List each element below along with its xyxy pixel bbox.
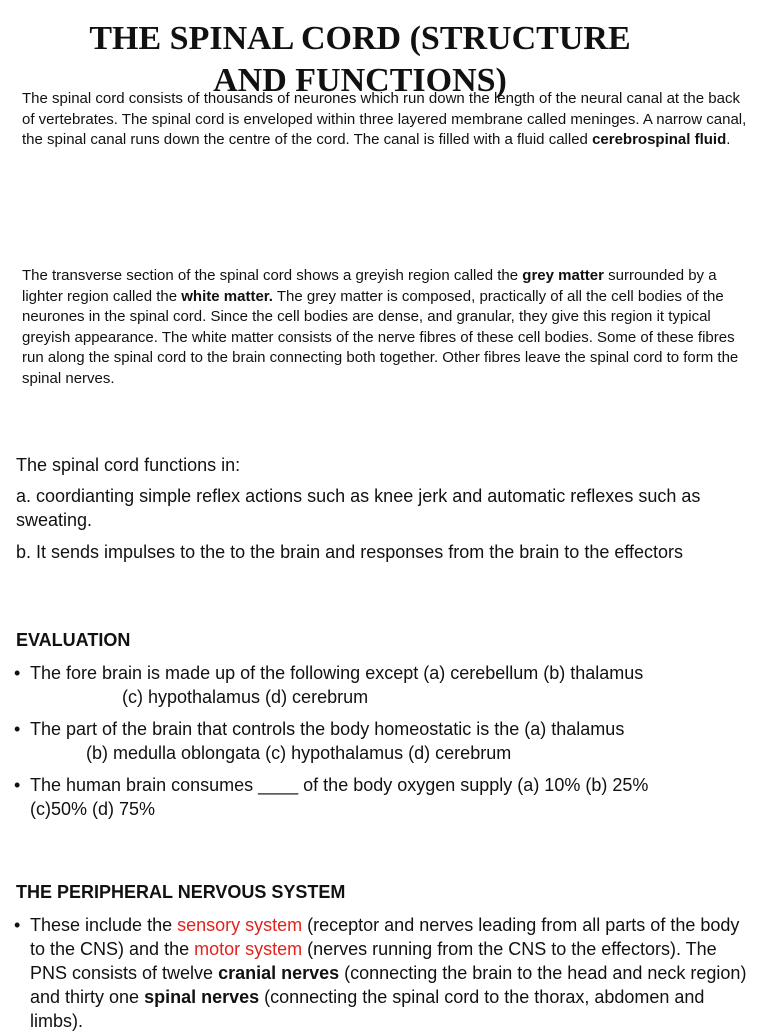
para2-text-2: surrounded by a lighter region called the <box>22 267 717 305</box>
evaluation-question-1 <box>14 661 758 709</box>
bullet-icon: • <box>14 775 21 795</box>
evaluation-question-3 <box>14 773 758 821</box>
transverse-section-paragraph <box>22 266 752 389</box>
grey-matter-term: grey matter <box>522 267 604 284</box>
pns-text-5: (connecting the spinal cord to the thorax, abdomen and limbs). <box>30 987 705 1031</box>
white-matter-term: white matter. <box>181 287 273 305</box>
spinal-cord-intro-paragraph <box>22 89 752 151</box>
para2-text-1: The transverse section of the spinal cord shows a greyish region called the <box>22 267 523 284</box>
bullet-icon: • <box>14 663 21 683</box>
pns-text-3: (nerves running from the CNS to the effectors). The PNS consists of twelve <box>30 939 717 983</box>
pns-text-1: These include the <box>30 915 178 935</box>
evaluation-question-2 <box>14 717 758 765</box>
cerebrospinal-fluid-term: cerebrospinal fluid <box>592 131 727 148</box>
bullet-icon: • <box>14 719 21 739</box>
spinal-nerves-term: spinal nerves <box>144 987 260 1007</box>
sensory-system-term: sensory system <box>177 915 303 935</box>
para1-text: The spinal cord consists of thousands of neurones which run down the length of the neural canal at the back of vertebrates. The spinal cord is enveloped within three layered membrane called meninges. A narrow canal, the spinal canal runs down the centre of the cord. The canal is filled with a fluid called <box>22 90 747 148</box>
pns-text-2: (receptor and nerves leading from all parts of the body to the CNS) and the <box>30 915 740 959</box>
motor-system-term: motor system <box>194 939 303 959</box>
question-3-line-1: The human brain consumes ____ of the body oxygen supply (a) 10% (b) 25% <box>30 775 649 795</box>
cranial-nerves-term: cranial nerves <box>218 963 340 983</box>
page-title-line-1: THE SPINAL CORD (STRUCTURE <box>89 20 631 57</box>
para2-text-3: The grey matter is composed, practically of all the cell bodies of the neurones in the spinal cord. Since the cell bodies are dense, and granular, they give this region it typical greyish appearance. The white matter consists of the nerve fibres of these cell bodies. Some of these fibres run along the spinal cord to the brain connecting both together. Other fibres leave the spinal cord to form the spinal nerves. <box>22 287 739 387</box>
pns-bullet-list <box>14 913 758 1033</box>
evaluation-heading: EVALUATION <box>16 630 131 650</box>
question-1-line-2: (c) hypothalamus (d) cerebrum <box>122 687 369 707</box>
function-item-a: a. coordianting simple reflex actions such as knee jerk and automatic reflexes such as sweating. <box>16 486 701 530</box>
question-3-line-2: (c)50% (d) 75% <box>30 799 156 819</box>
evaluation-question-list <box>14 661 758 821</box>
question-2-line-2: (b) medulla oblongata (c) hypothalamus (d) cerebrum <box>86 743 512 763</box>
pns-text-4: (connecting the brain to the head and neck region) and thirty one <box>30 963 747 1007</box>
bullet-icon: • <box>14 915 21 935</box>
question-1-line-1: The fore brain is made up of the following except (a) cerebellum (b) thalamus <box>30 663 644 683</box>
functions-intro: The spinal cord functions in: <box>16 455 241 475</box>
pns-bullet <box>14 913 758 1033</box>
page-title-line-2: AND FUNCTIONS) <box>213 62 507 99</box>
para1-end: . <box>726 131 731 148</box>
function-item-b: b. It sends impulses to the to the brain and responses from the brain to the effectors <box>16 542 684 562</box>
question-2-line-1: The part of the brain that controls the body homeostatic is the (a) thalamus <box>30 719 625 739</box>
pns-heading: THE PERIPHERAL NERVOUS SYSTEM <box>16 882 346 902</box>
